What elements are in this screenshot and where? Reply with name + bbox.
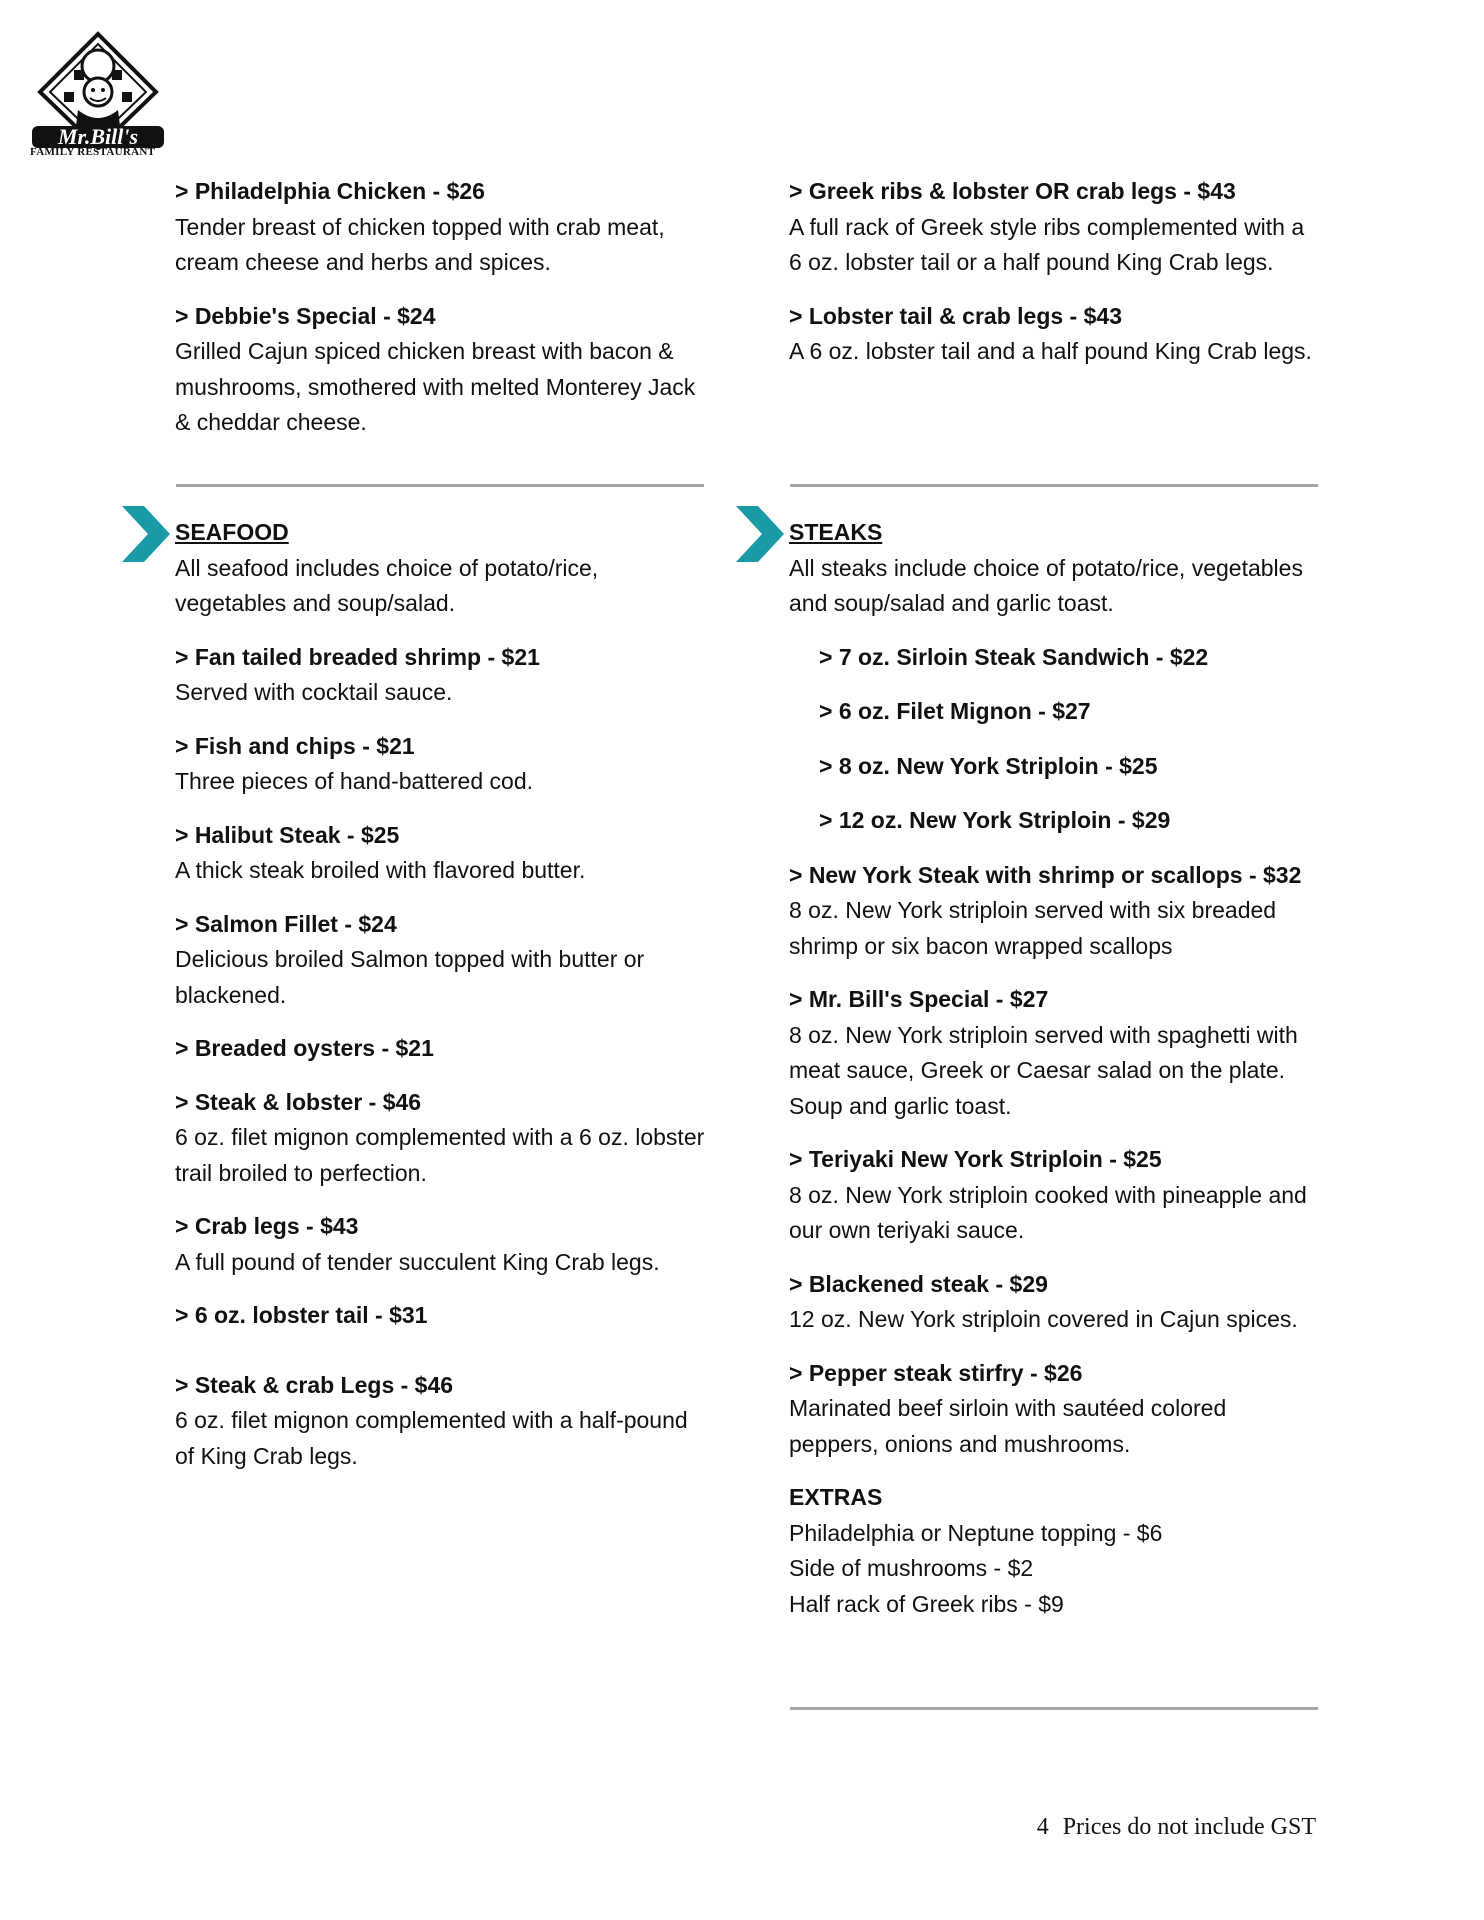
menu-item	[175, 640, 705, 711]
item-description: Grilled Cajun spiced chicken breast with bacon & mushrooms, smothered with melted Monterey Jack & cheddar cheese.	[175, 338, 696, 435]
item-title: > 8 oz. New York Striploin - $25	[819, 752, 1158, 779]
section-divider	[176, 484, 704, 487]
menu-item	[789, 982, 1319, 1124]
item-title: > 12 oz. New York Striploin - $29	[819, 807, 1171, 833]
menu-item	[789, 803, 1319, 839]
footer-note: Prices do not include GST	[1062, 1814, 1316, 1840]
item-title: > Steak & lobster - $46	[175, 1088, 422, 1115]
section-heading: SEAFOOD	[175, 519, 289, 545]
item-title: > Teriyaki New York Striploin - $25	[789, 1146, 1162, 1172]
menu-item	[789, 1267, 1319, 1338]
item-title: > 6 oz. lobster tail - $31	[175, 1302, 428, 1328]
item-description: Three pieces of hand-battered cod.	[175, 768, 534, 794]
chevron-right-icon	[736, 506, 784, 562]
item-description: Tender breast of chicken topped with crab meat, cream cheese and herbs and spices.	[175, 213, 665, 275]
restaurant-logo	[28, 30, 168, 160]
steaks-section	[789, 515, 1319, 1622]
item-description: 8 oz. New York striploin served with spaghetti with meat sauce, Greek or Caesar salad on the plate. Soup and garlic toast.	[789, 1021, 1298, 1119]
top-left-items	[175, 174, 705, 459]
menu-item	[175, 174, 705, 281]
item-title: > Debbie's Special - $24	[175, 302, 436, 329]
item-title: > Steak & crab Legs - $46	[175, 1371, 454, 1398]
menu-item	[789, 694, 1319, 730]
section-intro: All steaks include choice of potato/rice, vegetables and soup/salad and garlic toast.	[789, 554, 1303, 616]
seafood-section	[175, 515, 705, 1492]
item-title: > Breaded oysters - $21	[175, 1035, 434, 1061]
menu-item	[789, 858, 1319, 965]
chevron-right-icon	[122, 506, 170, 562]
menu-item	[175, 729, 705, 800]
extras-line: Side of mushrooms - $2	[789, 1555, 1034, 1581]
item-description: 8 oz. New York striploin cooked with pineapple and our own teriyaki sauce.	[789, 1181, 1307, 1243]
menu-item	[789, 174, 1319, 281]
extras-title: EXTRAS	[789, 1484, 883, 1510]
item-title: > Blackened steak - $29	[789, 1270, 1048, 1297]
menu-item	[789, 1356, 1319, 1463]
item-title: > Salmon Fillet - $24	[175, 910, 397, 937]
section-divider	[790, 1707, 1318, 1710]
item-title: > Halibut Steak - $25	[175, 821, 400, 848]
item-title: > Fan tailed breaded shrimp - $21	[175, 643, 540, 670]
section-heading: STEAKS	[789, 519, 883, 545]
item-title: > 6 oz. Filet Mignon - $27	[819, 698, 1091, 724]
item-title: > Pepper steak stirfry - $26	[789, 1359, 1083, 1386]
item-title: > New York Steak with shrimp or scallops - $32	[789, 861, 1302, 888]
menu-item	[789, 1142, 1319, 1249]
item-description: A 6 oz. lobster tail and a half pound King Crab legs.	[789, 338, 1312, 364]
menu-item	[789, 749, 1319, 785]
menu-item	[175, 818, 705, 889]
menu-item	[175, 299, 705, 441]
menu-item	[789, 299, 1319, 370]
extras-line: Philadelphia or Neptune topping - $6	[789, 1519, 1163, 1546]
menu-item	[175, 1085, 705, 1192]
page-footer	[1037, 1814, 1316, 1841]
page-number: 4	[1036, 1814, 1049, 1840]
item-title: > Greek ribs & lobster OR crab legs - $43	[789, 178, 1236, 204]
item-description: Served with cocktail sauce.	[175, 679, 453, 705]
item-description: A thick steak broiled with flavored butter.	[175, 857, 586, 883]
menu-item	[175, 1031, 705, 1067]
item-title: > Mr. Bill's Special - $27	[789, 986, 1049, 1012]
item-description: 12 oz. New York striploin covered in Cajun spices.	[789, 1306, 1298, 1332]
item-title: > Fish and chips - $21	[175, 732, 415, 759]
logo-wordmark: Mr.Bill's	[57, 124, 139, 149]
top-right-items	[789, 174, 1319, 388]
item-title: > Philadelphia Chicken - $26	[175, 178, 485, 204]
item-title: > Crab legs - $43	[175, 1213, 359, 1239]
section-intro: All seafood includes choice of potato/rice, vegetables and soup/salad.	[175, 554, 599, 616]
logo-caption: FAMILY RESTAURANT	[30, 146, 156, 158]
menu-item	[175, 1298, 705, 1334]
extras-line: Half rack of Greek ribs - $9	[789, 1590, 1064, 1617]
item-description: Marinated beef sirloin with sautéed colored peppers, onions and mushrooms.	[789, 1395, 1227, 1457]
menu-item	[175, 1209, 705, 1280]
item-description: 6 oz. filet mignon complemented with a 6 oz. lobster trail broiled to perfection.	[175, 1124, 705, 1186]
item-description: A full rack of Greek style ribs complemented with a 6 oz. lobster tail or a half pound King Crab legs.	[789, 213, 1305, 275]
item-title: > 7 oz. Sirloin Steak Sandwich - $22	[819, 643, 1209, 670]
menu-item	[175, 907, 705, 1014]
item-description: 8 oz. New York striploin served with six breaded shrimp or six bacon wrapped scallops	[789, 897, 1277, 959]
section-divider	[790, 484, 1318, 487]
item-description: A full pound of tender succulent King Crab legs.	[175, 1248, 660, 1275]
item-description: 6 oz. filet mignon complemented with a half-pound of King Crab legs.	[175, 1407, 688, 1469]
menu-item	[175, 1368, 705, 1475]
extras-block	[789, 1480, 1319, 1622]
menu-item	[789, 640, 1319, 676]
item-description: Delicious broiled Salmon topped with butter or blackened.	[175, 946, 645, 1008]
item-title: > Lobster tail & crab legs - $43	[789, 302, 1122, 329]
